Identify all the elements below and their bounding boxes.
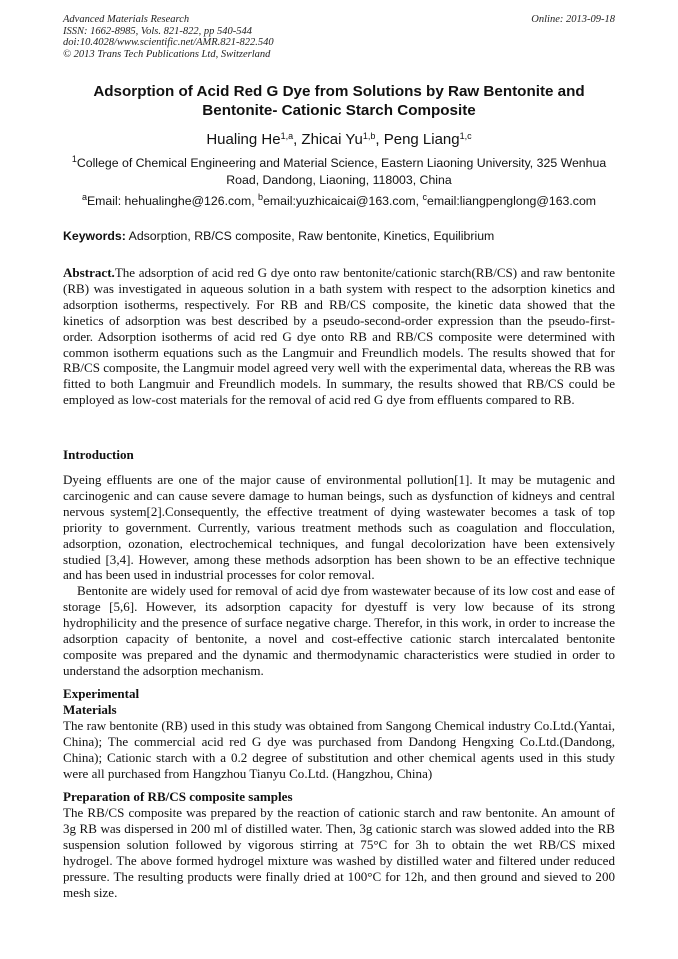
email-a[interactable]: Email: hehualinghe@126.com,: [86, 194, 259, 208]
abstract-label: Abstract.: [63, 265, 115, 280]
email-c-sup: c: [422, 192, 427, 202]
email-line: [63, 194, 615, 208]
journal-name: Advanced Materials Research: [63, 14, 190, 25]
affiliation: [63, 155, 615, 189]
copyright-line: © 2013 Trans Tech Publications Ltd, Switzerland: [63, 48, 271, 60]
author-2-sup: 1,b: [362, 131, 376, 141]
abstract-text: The adsorption of acid red G dye onto raw bentonite/cationic starch(RB/CS) and raw bentonite (RB) was investigated in aqueous solution in a bath system with respect to the adsorption kinetics and adsorption isotherms, respectively. For RB and RB/CS composite, the kinetic data showed that the kinetics of adsorption was best described by a pseudo-second-order expression than the pseudo-first-order. Adsorption isotherms of acid red G dye onto RB and RB/CS composite were determined with common isotherm equations such as the Langmuir and Freundlich models. The results showed that for RB/CS composite, the Langmuir model agreed very well with the experimental data, whereas the RB was fitted to both Langmuir and Freundlich models. In summary, the results showed that RB/CS could be employed as low-cost materials for the removal of acid red G dye from effluents compared to RB.: [63, 265, 615, 408]
doi-line: doi:10.4028/www.scientific.net/AMR.821-822.540: [63, 37, 274, 48]
affiliation-sup: 1: [71, 154, 77, 164]
email-c[interactable]: email:liangpenglong@163.com: [427, 194, 597, 208]
author-separator: ,: [375, 131, 384, 148]
preparation-heading: Preparation of RB/CS composite samples: [63, 789, 293, 804]
email-b[interactable]: email:yuzhicaicai@163.com,: [263, 194, 423, 208]
materials-heading: Materials: [63, 702, 117, 717]
keywords: [63, 229, 615, 243]
author-separator: ,: [293, 131, 302, 148]
abstract: [63, 265, 615, 408]
author-3: Peng Liang: [383, 131, 460, 148]
author-1: Hualing He: [206, 131, 281, 148]
author-list: [63, 131, 615, 148]
email-a-sup: a: [81, 192, 87, 202]
author-2: Zhicai Yu: [301, 131, 363, 148]
introduction-paragraph-2: Bentonite are widely used for removal of acid dye from wastewater because of its low cost and ease of storage [5,6]. However, its adsorption capacity for dyestuff is very low because of its strong hydrophilicity and the presence of surface negative charge. Therefor, in this work, in order to increase the adsorption capacity of bentonite, a novel and cost-effective cationic starch intercalated bentonite composite was prepared and the dynamic and thermodynamic characteristics were studied in order to understand the adsorption mechanism.: [63, 583, 615, 678]
journal-header: [63, 14, 615, 60]
online-date: Online: 2013-09-18: [531, 14, 615, 25]
affiliation-text: College of Chemical Engineering and Material Science, Eastern Liaoning University, 325 Wenhua Road, Dandong, Liaoning, 118003, China: [76, 156, 607, 187]
author-3-sup: 1,c: [459, 131, 472, 141]
introduction-paragraph-1: Dyeing effluents are one of the major cause of environmental pollution[1]. It may be mutagenic and carcinogenic and can cause severe damage to human beings, such as dysfunction of kidneys and central nervous system[2].Consequently, the effective treatment of dying wastewater becomes a task of top priority to government. Currently, various treatment methods such as coagulation and flocculation, adsorption, ozonation, electrochemical techniques, and fungal decolorization have been extensively studied [3,4]. However, among these methods adsorption has been shown to be an effective technique and has been used in industrial processes for color removal.: [63, 472, 615, 583]
author-1-sup: 1,a: [280, 131, 294, 141]
preparation-paragraph: The RB/CS composite was prepared by the reaction of cationic starch and raw bentonite. An amount of 3g RB was dispersed in 200 ml of distilled water. Then, 3g cationic starch was slowed added into the RB suspension solution followed by vigorous stirring at 75°C for 3h to obtain the wet RB/CS mixed hydrogel. The above formed hydrogel mixture was washed by distilled water and filtered under reduced pressure. The resulting products were finally dried at 100°C for 12h, and then ground and sieved to 200 mesh size.: [63, 805, 615, 900]
keywords-text: Adsorption, RB/CS composite, Raw bentonite, Kinetics, Equilibrium: [125, 229, 495, 243]
issn-line: ISSN: 1662-8985, Vols. 821-822, pp 540-544: [63, 25, 252, 37]
introduction-body: [63, 472, 615, 679]
introduction-heading: Introduction: [63, 447, 134, 462]
paper-title: [63, 82, 615, 120]
email-b-sup: b: [258, 192, 264, 202]
experimental-heading: Experimental: [63, 686, 140, 701]
title-line-2: Bentonite- Cationic Starch Composite: [202, 102, 476, 119]
title-line-1: Adsorption of Acid Red G Dye from Solutions by Raw Bentonite and: [93, 83, 585, 100]
preparation-body: [63, 805, 615, 900]
keywords-label: Keywords:: [63, 229, 126, 243]
materials-paragraph: The raw bentonite (RB) used in this study was obtained from Sangong Chemical industry Co.Ltd.(Yantai, China); The commercial acid red G dye was purchased from Dandong Hengxing Co.Ltd.(Dandong, China); Cationic starch with a 0.2 degree of substitution and other chemical agents used in this study were all purchased from Hangzhou Tianyu Co.Ltd. (Hangzhou, China): [63, 718, 615, 781]
materials-body: [63, 718, 615, 782]
